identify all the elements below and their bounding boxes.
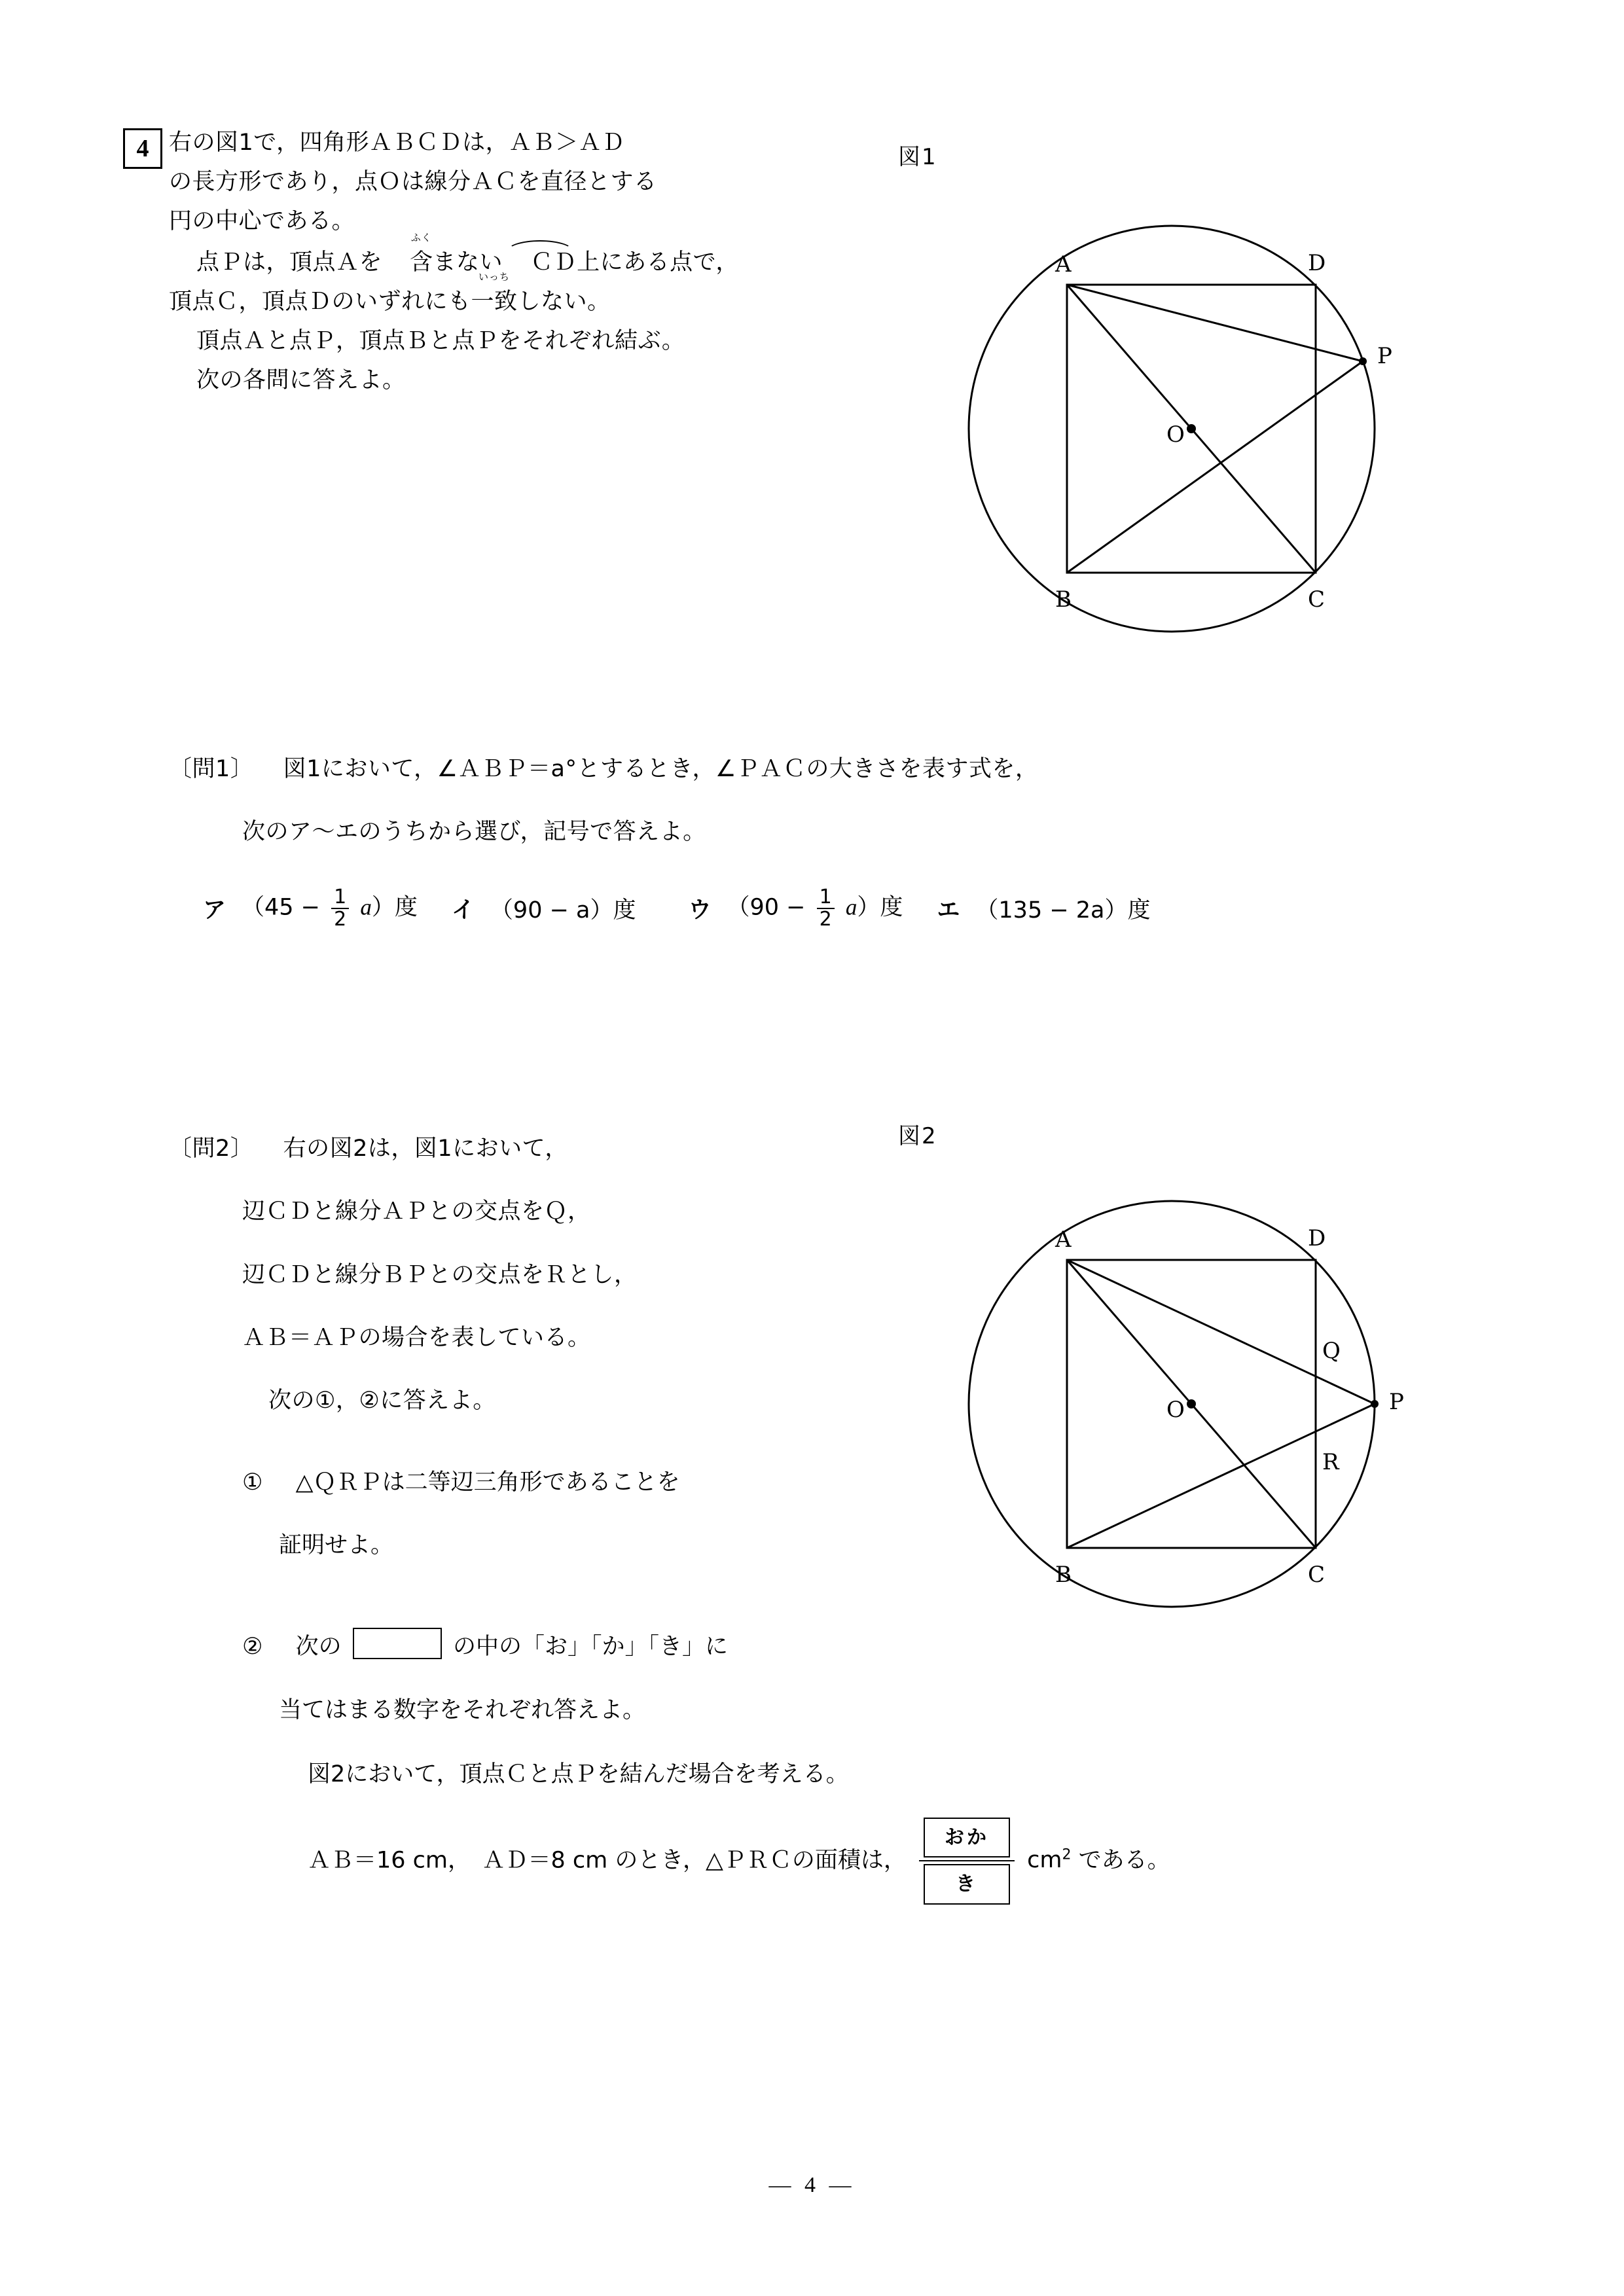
question-2-line-5: 次の①，②に答えよ。 <box>268 1388 496 1414</box>
ruby-fuku: ふく 含 <box>410 231 433 276</box>
question-2-item-2 <box>242 1604 1420 1928</box>
item-1-text-1: △ＱＲＰは二等辺三角形であることを <box>295 1469 680 1496</box>
arc-cd: ＣＤ <box>503 242 577 282</box>
question-2-line-3: 辺ＣＤと線分ＢＰとの交点をＲとし， <box>242 1261 638 1288</box>
figure-1-label: 図1 <box>898 144 937 170</box>
question-2-line-1 <box>169 1129 922 1169</box>
choice-e[interactable] <box>937 892 1150 925</box>
fig1-point-O: O <box>1166 422 1185 448</box>
item-2-line-1 <box>242 1626 1420 1667</box>
fig1-point-C: C <box>1308 586 1326 613</box>
question-2-tag: 〔問2〕 <box>169 1136 254 1162</box>
fig1-point-A: A <box>1055 251 1072 278</box>
item-2-text-post: の中の「お」「か」「き」に <box>452 1634 728 1660</box>
item-1-line-1 <box>242 1463 897 1503</box>
fig2-point-O: O <box>1166 1397 1185 1423</box>
item-2-area-pre: ＡＢ＝16 cm， ＡＤ＝8 cm のとき，△ＰＲＣの面積は， <box>308 1847 907 1874</box>
intro-line-5: 頂点Ｃ，頂点Ｄのいずれにも いっち 一致しない。 <box>169 282 863 321</box>
fig2-point-R: R <box>1322 1449 1339 1475</box>
choice-u[interactable] <box>688 887 903 929</box>
question-2-item-1 <box>242 1440 897 1589</box>
page-number: — 4 — <box>768 2173 856 2197</box>
item-1-line-2: 証明せよ。 <box>279 1532 394 1559</box>
item-2-line-4 <box>308 1818 1420 1905</box>
fig2-point-P: P <box>1389 1389 1404 1415</box>
fraction-half-a: $\frac{1}{2}$ <box>331 887 349 929</box>
intro-line-4: 点Ｐは，頂点Ａを ふく 含まない ＣＤ上にある点で， <box>169 242 863 282</box>
item-2-line-2: 当てはまる数字をそれぞれ答えよ。 <box>279 1697 646 1724</box>
question-1-tag: 〔問1〕 <box>169 756 254 782</box>
question-1-line-2: 次のア～エのうちから選び，記号で答えよ。 <box>242 819 706 846</box>
answer-fraction[interactable] <box>919 1818 1015 1905</box>
figure-1 <box>910 167 1447 664</box>
choice-i[interactable] <box>452 892 636 925</box>
question-1-line-1 <box>169 749 1413 789</box>
fig2-point-A: A <box>1055 1227 1072 1253</box>
problem-intro <box>169 123 863 400</box>
choice-e-text: （135 − 2a）度 <box>975 897 1151 924</box>
fig2-point-Q: Q <box>1322 1338 1341 1364</box>
fig1-point-B: B <box>1055 586 1072 613</box>
answer-blank-box[interactable] <box>353 1628 442 1659</box>
item-2-area-post: である。 <box>1078 1847 1170 1874</box>
question-2-text-1: 右の図2は，図1において， <box>283 1136 568 1162</box>
item-2-line-3: 図2において，頂点Ｃと点Ｐを結んだ場合を考える。 <box>308 1761 849 1787</box>
fig2-point-B: B <box>1055 1562 1072 1588</box>
fraction-half-a-2: $\frac{1}{2}$ <box>817 887 835 929</box>
intro-line-2: の長方形であり，点Ｏは線分ＡＣを直径とする <box>169 169 657 196</box>
fig2-point-C: C <box>1308 1562 1326 1588</box>
choice-u-text: （90 − $\frac{1}{2}$ a）度 <box>727 886 903 931</box>
question-2 <box>169 1106 922 1444</box>
question-2-line-2: 辺ＣＤと線分ＡＰとの交点をＱ， <box>242 1198 591 1225</box>
area-unit: $cm^2$ <box>1027 1846 1072 1874</box>
question-1-text-1: 図1において，∠ＡＢＰ＝a°とするとき，∠ＰＡＣの大きさを表す式を， <box>283 756 1039 782</box>
figure-2-label: 図2 <box>898 1123 937 1149</box>
fig1-point-D: D <box>1308 250 1326 276</box>
choice-i-text: （90 − a）度 <box>490 897 636 924</box>
answer-numerator-box[interactable]: おか <box>924 1818 1010 1857</box>
choice-a-letter: ア <box>203 897 226 924</box>
ruby-icchi: いっち 一致 <box>471 270 518 315</box>
intro-line-1: 右の図1で，四角形ＡＢＣＤは，ＡＢ＞ＡＤ <box>169 130 625 156</box>
choice-e-letter: エ <box>937 897 960 924</box>
problem-number-box: 4 <box>123 128 162 169</box>
choice-u-letter: ウ <box>688 897 712 924</box>
choice-a[interactable] <box>203 887 418 929</box>
item-1-marker: ① <box>242 1469 263 1496</box>
answer-denominator-box[interactable]: き <box>924 1864 1010 1904</box>
choice-a-text: （45 − $\frac{1}{2}$ a）度 <box>242 886 418 931</box>
question-1 <box>169 726 1413 876</box>
intro-line-3: 円の中心である。 <box>169 208 355 235</box>
question-1-choices <box>203 887 1486 929</box>
fraction-bar <box>919 1860 1015 1861</box>
fig2-point-D: D <box>1308 1225 1326 1251</box>
intro-line-6: 頂点Ａと点Ｐ，頂点Ｂと点Ｐをそれぞれ結ぶ。 <box>196 327 685 354</box>
item-2-marker: ② <box>242 1634 263 1660</box>
choice-i-letter: イ <box>451 897 475 924</box>
intro-line-7: 次の各問に答えよ。 <box>196 367 406 394</box>
fig1-point-P: P <box>1377 343 1392 369</box>
question-2-line-4: ＡＢ＝ＡＰの場合を表している。 <box>242 1324 591 1351</box>
figure-2 <box>910 1142 1447 1640</box>
item-2-text-pre: 次の <box>295 1634 342 1660</box>
